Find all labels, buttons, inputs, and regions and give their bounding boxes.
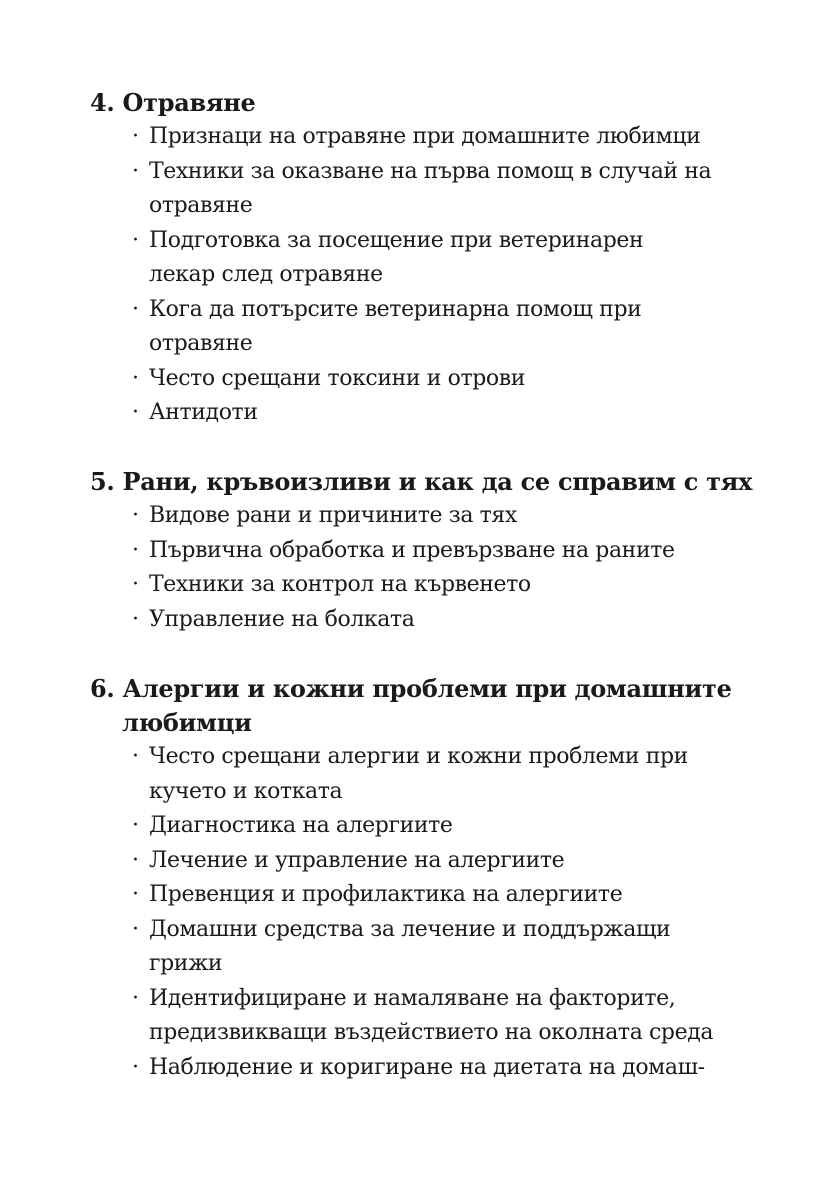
bullet: · xyxy=(132,296,139,322)
bullet: · xyxy=(132,365,139,391)
list-item: · Диагностика на алергиите xyxy=(132,809,790,844)
bullet: · xyxy=(132,882,139,907)
bullet: · xyxy=(132,985,139,1011)
list-item: · Лечение и управление на алергиите xyxy=(132,844,790,879)
bullet: · xyxy=(132,158,139,184)
bullet: · xyxy=(132,572,139,597)
section-6 xyxy=(90,672,790,1085)
list-item: · Антидоти xyxy=(132,396,790,431)
list-item: · Идентифициране и намаляване на факторите, предизвикващи въздействието на околната среда xyxy=(132,982,790,1051)
section-number: 5. xyxy=(90,467,115,496)
list-item: · Техники за контрол на кървенето xyxy=(132,568,790,603)
section-title: Отравяне xyxy=(122,88,256,117)
section-title: Алергии и кожни проблеми при домашните xyxy=(122,674,732,703)
list-item: · Първична обработка и превързване на раните xyxy=(132,534,790,569)
list-item: · Кога да потърсите ветеринарна помощ при отравяне xyxy=(132,293,790,362)
list-item: · Видове рани и причините за тях xyxy=(132,499,790,534)
section-title: Рани, кръвоизливи и как да се справим с тях xyxy=(122,467,753,496)
section-5 xyxy=(90,465,790,637)
list-item: · Техники за оказване на първа помощ в случай на отравяне xyxy=(132,155,790,224)
section-4 xyxy=(90,86,790,431)
section-title-continuation: любимци xyxy=(122,708,252,737)
list-item: · Признаци на отравяне при домашните любимци xyxy=(132,120,790,155)
list-item: · Често срещани алергии и кожни проблеми при кучето и котката xyxy=(132,740,790,809)
section-number: 4. xyxy=(90,88,115,117)
item-list xyxy=(90,120,790,431)
bullet: · xyxy=(132,1054,139,1080)
list-item: · Домашни средства за лечение и поддържащи грижи xyxy=(132,913,790,982)
section-heading xyxy=(90,672,790,740)
list-item: · Често срещани токсини и отрови xyxy=(132,362,790,397)
bullet: · xyxy=(132,227,139,253)
item-list xyxy=(90,740,790,1085)
bullet: · xyxy=(132,537,139,563)
bullet: · xyxy=(132,744,139,769)
list-item: · Управление на болката xyxy=(132,603,790,638)
section-heading xyxy=(90,86,790,120)
bullet: · xyxy=(132,916,139,942)
section-heading xyxy=(90,465,790,499)
list-item: · Подготовка за посещение при ветеринарен лекар след отравяне xyxy=(132,224,790,293)
item-list xyxy=(90,499,790,637)
bullet: · xyxy=(132,606,139,632)
bullet: · xyxy=(132,400,139,425)
bullet: · xyxy=(132,503,139,528)
section-number: 6. xyxy=(90,674,115,703)
bullet: · xyxy=(132,847,139,873)
list-item: · Наблюдение и коригиране на диетата на домаш- xyxy=(132,1051,790,1086)
list-item: · Превенция и профилактика на алергиите xyxy=(132,878,790,913)
bullet: · xyxy=(132,813,139,838)
bullet: · xyxy=(132,124,139,149)
